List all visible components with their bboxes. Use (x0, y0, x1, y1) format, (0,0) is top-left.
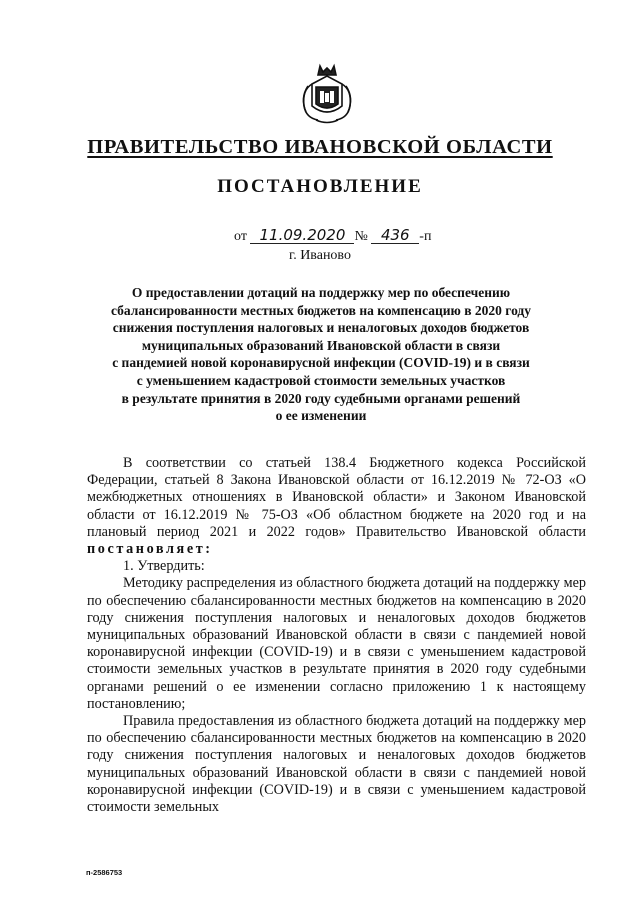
handwritten-date: 11.09.2020 (250, 228, 354, 244)
document-code: п-2586753 (86, 868, 123, 877)
date-prefix: от (234, 229, 247, 244)
resolves-word: постановляет: (87, 541, 213, 558)
document-type: ПОСТАНОВЛЕНИЕ (217, 176, 423, 197)
paragraph-methodology: Методику распределения из областного бюджета дотаций на поддержку мер по обеспечению сбалансированности местных бюджетов на компенсацию в 2020 году снижения поступления налоговых и неналоговых доходов бюджетов муниципальных образований Ивановской области в связи с пандемией новой коронавирусной инфекции (COVID-19) и в связи с уменьшением кадастровой стоимости земельных участков в результате принятия в 2020 году судебными органами решений о ее изменении согласно приложению 1 к настоящему постановлению; (87, 575, 586, 712)
coat-of-arms-icon (298, 62, 356, 126)
title-line: о ее изменении (275, 408, 367, 424)
paragraph-approve: 1. Утвердить: (123, 558, 205, 575)
number-prefix: № (354, 229, 368, 244)
title-line: сбалансированности местных бюджетов на компенсацию в 2020 году (110, 302, 532, 318)
handwritten-number: 436 (371, 228, 419, 244)
number-suffix: -п (419, 229, 432, 244)
title-line: муниципальных образований Ивановской области в связи (141, 337, 501, 353)
paragraph-preamble: В соответствии со статьей 138.4 Бюджетного кодекса Российской Федерации, статьей 8 Закона Ивановской области от 16.12.2019 № 72-ОЗ «О межбюджетных отношениях в Ивановской области» и Законом Ивановской области от 16.12.2019 № 75-ОЗ «Об областном бюджете на 2020 год и на плановый период 2021 и 2022 годов» Правительство Ивановской области постановляет: (87, 455, 586, 558)
government-name: ПРАВИТЕЛЬСТВО ИВАНОВСКОЙ ОБЛАСТИ (87, 136, 553, 158)
resolution-title (86, 284, 556, 425)
title-line: в результате принятия в 2020 году судебными органами решений (121, 390, 521, 406)
resolution-body (87, 455, 586, 816)
title-line: с уменьшением кадастровой стоимости земельных участков (136, 372, 506, 388)
date-number-line (234, 228, 431, 245)
title-line: О предоставлении дотаций на поддержку мер по обеспечению (131, 285, 511, 300)
title-line: снижения поступления налоговых и неналоговых доходов бюджетов (112, 320, 530, 336)
city: г. Иваново (289, 248, 351, 263)
title-line: с пандемией новой коронавирусной инфекции (COVID-19) и в связи (112, 355, 530, 371)
paragraph-rules: Правила предоставления из областного бюджета дотаций на поддержку мер по обеспечению сбалансированности местных бюджетов на компенсацию в 2020 году снижения поступления налоговых и неналоговых доходов бюджетов муниципальных образований Ивановской области в связи с пандемией новой коронавирусной инфекции (COVID-19) и в связи с уменьшением кадастровой стоимости земельных (87, 713, 586, 816)
